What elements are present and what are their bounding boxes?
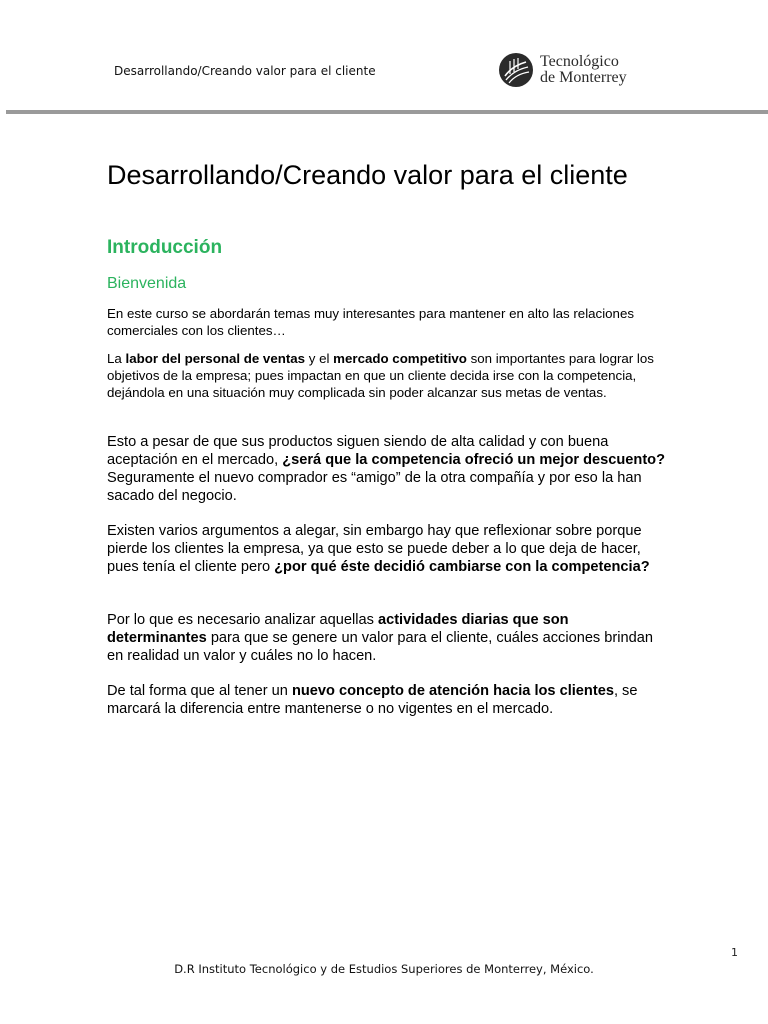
emphasis-text: nuevo concepto de atención hacia los clientes bbox=[291, 683, 614, 699]
page-number: 1 bbox=[731, 946, 738, 959]
emphasis-text: mercado competitivo bbox=[333, 351, 467, 366]
paragraph-text: para que se genere un valor para el cliente, cuáles acciones brindan en realidad un valor y cuáles no lo hacen. bbox=[107, 630, 653, 664]
paragraph-text: De tal forma que al tener un bbox=[107, 683, 292, 699]
paragraph bbox=[107, 522, 667, 576]
paragraph-text: Seguramente el nuevo comprador es “amigo” de la otra compañía y por eso la han sacado del negocio. bbox=[107, 470, 642, 504]
emphasis-text: actividades diarias que son determinantes bbox=[107, 612, 569, 646]
logo-line-1: Tecnológico bbox=[540, 53, 619, 70]
paragraph-text: , se marcará la diferencia entre mantenerse o no vigentes en el mercado. bbox=[107, 683, 638, 717]
page-title: Desarrollando/Creando valor para el cliente bbox=[107, 160, 628, 190]
emphasis-text: ¿por qué éste decidió cambiarse con la competencia? bbox=[274, 559, 650, 575]
header-divider bbox=[6, 110, 768, 114]
paragraph-text: Esto a pesar de que sus productos siguen siendo de alta calidad y con buena aceptación en el mercado, bbox=[107, 434, 609, 468]
paragraph-text: Por lo que es necesario analizar aquellas bbox=[107, 612, 378, 628]
paragraph bbox=[107, 682, 667, 718]
footer-text: D.R Instituto Tecnológico y de Estudios Superiores de Monterrey, México. bbox=[174, 962, 594, 976]
paragraph-text: La bbox=[107, 351, 126, 366]
paragraph-text: y el bbox=[305, 351, 334, 366]
paragraph bbox=[107, 305, 667, 339]
logo-line-2: de Monterrey bbox=[540, 69, 627, 86]
paragraph bbox=[107, 611, 667, 665]
paragraph bbox=[107, 350, 667, 401]
logo-wordmark bbox=[540, 54, 627, 86]
logo-emblem-icon bbox=[498, 52, 534, 88]
emphasis-text: ¿será que la competencia ofreció un mejor descuento? bbox=[282, 452, 666, 468]
institution-logo bbox=[498, 52, 627, 88]
header-title: Desarrollando/Creando valor para el cliente bbox=[114, 64, 376, 78]
section-heading: Introducción bbox=[107, 237, 223, 258]
emphasis-text: labor del personal de ventas bbox=[125, 351, 306, 366]
paragraph-text: En este curso se abordarán temas muy interesantes para mantener en alto las relaciones comerciales con los clientes… bbox=[107, 306, 634, 338]
subsection-heading: Bienvenida bbox=[107, 275, 187, 292]
paragraph bbox=[107, 433, 667, 505]
paragraph-text: Existen varios argumentos a alegar, sin embargo hay que reflexionar sobre porque pierde los clientes la empresa, ya que esto se puede deber a lo que deja de hacer, pues tenía el cliente pero bbox=[107, 523, 642, 575]
paragraph-text: son importantes para lograr los objetivos de la empresa; pues impactan en que un cliente decida irse con la competencia, dejándola en una situación muy complicada sin poder alcanzar sus metas de ventas. bbox=[107, 351, 654, 400]
